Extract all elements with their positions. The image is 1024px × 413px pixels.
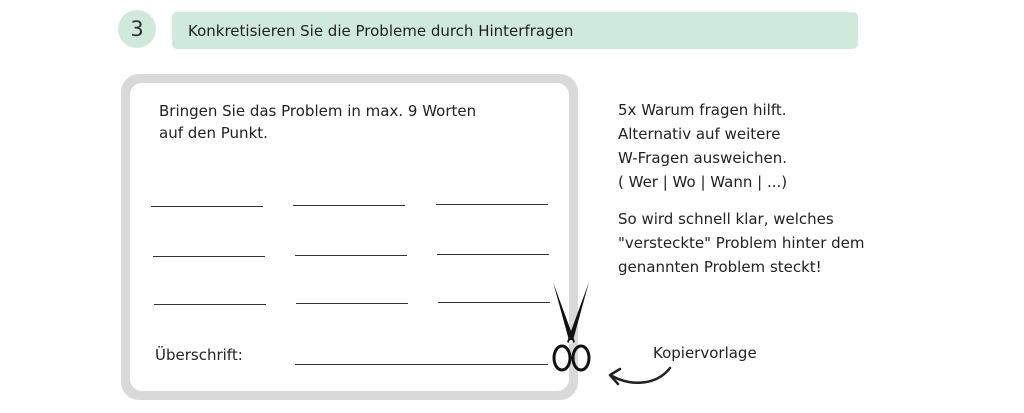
heading-label: Überschrift:	[155, 346, 243, 364]
side-hint-line: genannten Problem steckt!	[618, 258, 822, 276]
side-hint-line: 5x Warum fragen hilft.	[618, 101, 787, 119]
word-blank-4[interactable]	[153, 256, 265, 257]
word-blank-6[interactable]	[437, 254, 549, 255]
step-title: Konkretisieren Sie die Probleme durch Hinterfragen	[172, 12, 858, 49]
card-prompt-line-1: Bringen Sie das Problem in max. 9 Worten	[159, 102, 477, 120]
side-hint-line: Alternativ auf weitere	[618, 125, 781, 143]
step-number: 3	[118, 10, 156, 48]
side-hint-block-2	[618, 207, 918, 279]
word-blank-3[interactable]	[436, 204, 548, 205]
word-blank-1[interactable]	[151, 206, 263, 207]
word-blank-8[interactable]	[296, 303, 408, 304]
side-hint-line: So wird schnell klar, welches	[618, 210, 834, 228]
curved-arrow-icon	[604, 360, 676, 392]
side-hint-line: W-Fragen ausweichen.	[618, 149, 787, 167]
scissors-icon	[545, 280, 597, 378]
card-prompt	[159, 100, 519, 144]
card-prompt-line-2: auf den Punkt.	[159, 124, 268, 142]
word-blank-2[interactable]	[293, 205, 405, 206]
copy-template-label: Kopiervorlage	[653, 344, 757, 362]
word-blank-5[interactable]	[295, 255, 407, 256]
heading-blank[interactable]	[295, 364, 548, 365]
side-hint-line: "versteckte" Problem hinter dem	[618, 234, 865, 252]
word-blank-7[interactable]	[154, 304, 266, 305]
word-blank-9[interactable]	[438, 302, 550, 303]
side-hint-block-1	[618, 98, 918, 194]
side-hint-line: ( Wer | Wo | Wann | ...)	[618, 173, 788, 191]
